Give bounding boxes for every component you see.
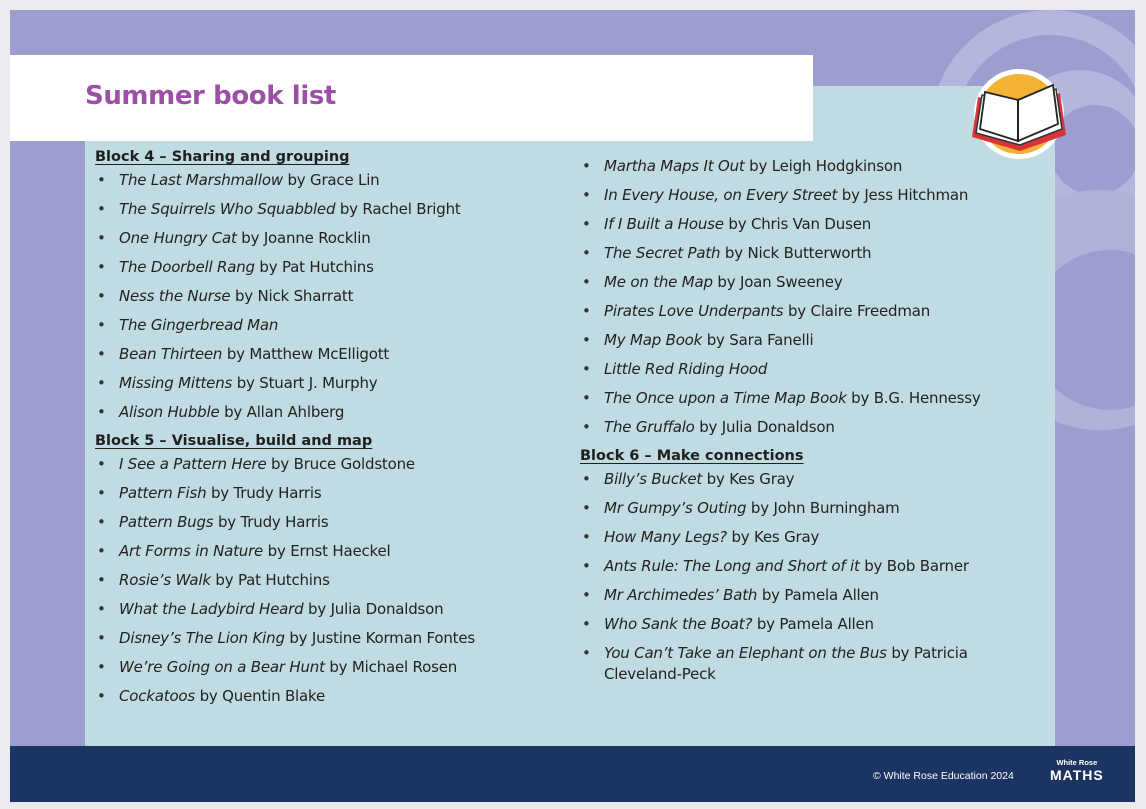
book-author: by Leigh Hodgkinson xyxy=(744,157,903,175)
book-list-item xyxy=(580,527,1000,548)
book-list-item xyxy=(580,469,1000,490)
book-author: by Jess Hitchman xyxy=(837,186,969,204)
copyright-text: © White Rose Education 2024 xyxy=(873,770,1014,782)
book-title: Art Forms in Nature xyxy=(119,542,264,560)
book-list-item xyxy=(95,483,565,504)
book-title: Rosie’s Walk xyxy=(119,571,211,589)
book-title: Little Red Riding Hood xyxy=(604,360,768,378)
book-list-item xyxy=(580,643,1000,685)
book-author: by Allan Ahlberg xyxy=(219,403,345,421)
brand-top: White Rose xyxy=(1056,758,1098,767)
book-title: The Gingerbread Man xyxy=(119,316,279,334)
book-list-item xyxy=(580,214,1000,235)
book-list-item xyxy=(95,541,565,562)
book-author: by Matthew McElligott xyxy=(222,345,390,363)
book-title: Mr Archimedes’ Bath xyxy=(604,586,758,604)
book-list-item xyxy=(95,686,565,707)
book-list-block-4 xyxy=(95,170,565,423)
book-list-item xyxy=(95,402,565,423)
book-author: by Nick Butterworth xyxy=(720,244,872,262)
book-author: by Joanne Rocklin xyxy=(236,229,371,247)
book-author: by Joan Sweeney xyxy=(712,273,843,291)
book-list-item xyxy=(95,454,565,475)
book-list-item xyxy=(95,512,565,533)
book-list-item xyxy=(580,388,1000,409)
book-list-item xyxy=(580,156,1000,177)
book-author: by Pat Hutchins xyxy=(210,571,330,589)
book-title: The Secret Path xyxy=(604,244,721,262)
book-author: by Pat Hutchins xyxy=(254,258,374,276)
book-title: Me on the Map xyxy=(604,273,713,291)
book-title: You Can’t Take an Elephant on the Bus xyxy=(604,644,887,662)
book-title: In Every House, on Every Street xyxy=(604,186,838,204)
book-list-item xyxy=(580,359,1000,380)
book-title: Alison Hubble xyxy=(119,403,220,421)
book-author: by Patricia Cleveland-Peck xyxy=(604,644,968,683)
book-author: by Bob Barner xyxy=(859,557,969,575)
book-title: The Doorbell Rang xyxy=(119,258,255,276)
left-column xyxy=(95,146,565,715)
book-title: Pattern Fish xyxy=(119,484,207,502)
book-title: Pirates Love Underpants xyxy=(604,302,784,320)
footer xyxy=(10,746,1135,802)
book-title: Mr Gumpy’s Outing xyxy=(604,499,747,517)
book-author: by Kes Gray xyxy=(726,528,820,546)
book-author: by Julia Donaldson xyxy=(694,418,835,436)
book-title: Missing Mittens xyxy=(119,374,233,392)
book-list-item xyxy=(95,228,565,249)
book-author: by Kes Gray xyxy=(702,470,795,488)
book-list-item xyxy=(95,286,565,307)
book-title: Who Sank the Boat? xyxy=(604,615,753,633)
book-author: by John Burningham xyxy=(746,499,900,517)
book-list-item xyxy=(580,330,1000,351)
book-author: by Sara Fanelli xyxy=(702,331,814,349)
book-author: by Quentin Blake xyxy=(195,687,325,705)
book-title: Disney’s The Lion King xyxy=(119,629,285,647)
book-list-item xyxy=(580,301,1000,322)
book-author: by Claire Freedman xyxy=(783,302,931,320)
white-rose-maths-logo xyxy=(1050,758,1104,783)
book-author: by Stuart J. Murphy xyxy=(232,374,378,392)
book-author: by Bruce Goldstone xyxy=(266,455,415,473)
book-title: What the Ladybird Heard xyxy=(119,600,304,618)
book-author: by Grace Lin xyxy=(282,171,380,189)
book-list-item xyxy=(580,243,1000,264)
book-list-item xyxy=(580,272,1000,293)
right-column xyxy=(580,146,1000,693)
book-title: Bean Thirteen xyxy=(119,345,223,363)
book-list-item xyxy=(580,614,1000,635)
book-author: by B.G. Hennessy xyxy=(846,389,981,407)
book-author: by Pamela Allen xyxy=(757,586,879,604)
book-title: The Once upon a Time Map Book xyxy=(604,389,847,407)
book-title: How Many Legs? xyxy=(604,528,727,546)
book-author: by Chris Van Dusen xyxy=(723,215,872,233)
book-author: by Justine Korman Fontes xyxy=(284,629,475,647)
book-title: Cockatoos xyxy=(119,687,196,705)
book-author: by Trudy Harris xyxy=(206,484,322,502)
book-title: My Map Book xyxy=(604,331,703,349)
book-list-item xyxy=(580,498,1000,519)
book-list-item xyxy=(580,185,1000,206)
book-list-item xyxy=(95,599,565,620)
book-list-item xyxy=(95,344,565,365)
book-list-item xyxy=(95,199,565,220)
book-title: Ants Rule: The Long and Short of it xyxy=(604,557,860,575)
title-bar xyxy=(10,55,813,141)
book-list-item xyxy=(95,657,565,678)
book-author: by Ernst Haeckel xyxy=(263,542,391,560)
book-list-item xyxy=(580,585,1000,606)
book-title: The Squirrels Who Squabbled xyxy=(119,200,336,218)
book-author: by Trudy Harris xyxy=(213,513,329,531)
book-title: Martha Maps It Out xyxy=(604,157,745,175)
book-list-item xyxy=(95,257,565,278)
book-list-item xyxy=(580,556,1000,577)
book-author: by Nick Sharratt xyxy=(230,287,354,305)
book-title: The Last Marshmallow xyxy=(119,171,283,189)
brand-bottom: MATHS xyxy=(1050,767,1104,783)
book-list-item xyxy=(95,373,565,394)
block-heading: Block 4 – Sharing and grouping xyxy=(95,149,350,165)
book-title: Pattern Bugs xyxy=(119,513,214,531)
book-title: If I Built a House xyxy=(604,215,724,233)
book-list-item xyxy=(580,417,1000,438)
book-title: One Hungry Cat xyxy=(119,229,237,247)
book-author: by Rachel Bright xyxy=(335,200,461,218)
page-title: Summer book list xyxy=(85,81,336,111)
block-heading: Block 6 – Make connections xyxy=(580,448,804,464)
book-list-item xyxy=(95,315,565,336)
block-heading: Block 5 – Visualise, build and map xyxy=(95,433,373,449)
book-list-item xyxy=(95,570,565,591)
book-list-item xyxy=(95,628,565,649)
book-author: by Michael Rosen xyxy=(324,658,458,676)
book-title: Ness the Nurse xyxy=(119,287,231,305)
book-list-block-5 xyxy=(95,454,565,707)
book-list-block-6 xyxy=(580,469,1000,685)
book-list-item xyxy=(95,170,565,191)
book-title: We’re Going on a Bear Hunt xyxy=(119,658,325,676)
book-author: by Pamela Allen xyxy=(752,615,874,633)
book-list-block-5-continued xyxy=(580,156,1000,438)
book-title: The Gruffalo xyxy=(604,418,695,436)
book-author: by Julia Donaldson xyxy=(303,600,444,618)
book-title: Billy’s Bucket xyxy=(604,470,703,488)
book-title: I See a Pattern Here xyxy=(119,455,267,473)
